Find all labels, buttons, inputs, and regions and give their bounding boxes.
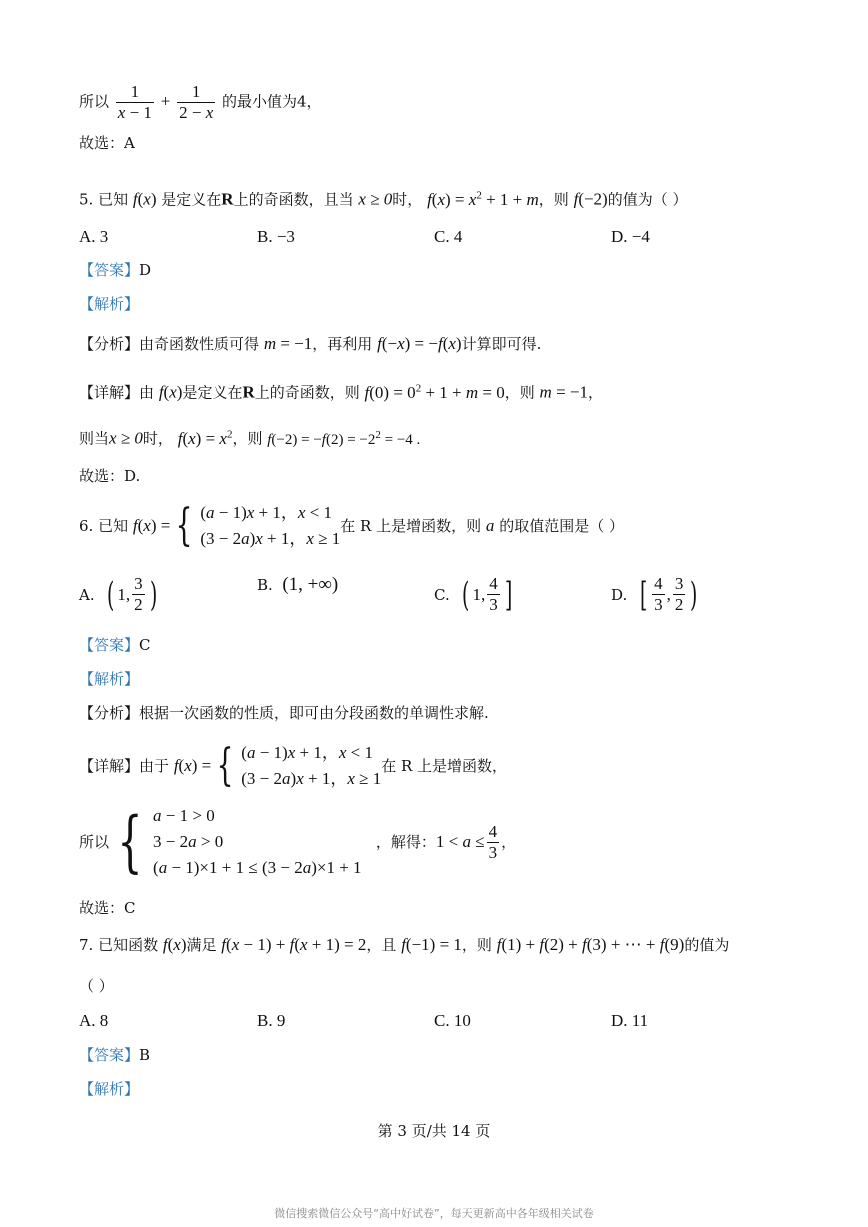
option-d: D. −4 (611, 227, 650, 246)
option-a: A. ( 1, $\frac{3}{2}$ ) (79, 574, 157, 615)
option-c: C. 4 (434, 227, 463, 246)
choice-line: 故选：C (79, 899, 136, 917)
detail-5: 【详解】由 f(x)是定义在R上的奇函数，则 $f(0) = 0^2 + 1 + m = 0$，则 m = −1， (79, 382, 604, 402)
question-7: 7. 已知函数 f(x)满足 f(x − 1) + f(x + 1) = 2，且 f(−1) = 1，则 f(1) + f(2) + f(3) + ⋯ + f(9)的值为 (79, 935, 730, 954)
detail-5b: 则当x ≥ 0时， $f(x) = x^2$，则 $f(-2) = -f(2) = -2^2 = -4$ . (79, 428, 421, 448)
analysis-5: 【分析】由奇函数性质可得 m = −1，再利用 f(−x) = −f(x)计算即可得. (79, 334, 542, 353)
text-line (79, 82, 322, 123)
answer-5: 【答案】D (79, 261, 152, 279)
option-d: D. [ $\frac{4}{3}$ , $\frac{3}{2}$ ) (611, 574, 698, 615)
answer-7: 【答案】B (79, 1046, 151, 1064)
option-a: A. 8 (79, 1011, 109, 1030)
page-number: 第 3 页/共 14 页 (377, 1122, 491, 1140)
detail-6b: 所以 { a − 1 > 0 3 − 2a > 0 (a − 1)×1 + 1 ≤ (3 − 2a)×1 + 1 ，解得： 1 < a ≤ $\frac{4}{3}$ ， (79, 803, 517, 880)
fraction: $\frac{1}{2 - x}$ (179, 82, 214, 122)
option-c: C. ( 1, $\frac{4}{3}$ ] (434, 574, 513, 615)
analysis-6: 【分析】根据一次函数的性质，即可由分段函数的单调性求解. (79, 704, 489, 722)
watermark-text: 微信搜索微信公众号“高中好试卷”，每天更新高中各年级相关试卷 (274, 1207, 594, 1220)
analysis-label: 【解析】 (79, 1080, 140, 1098)
question-5: 5. 已知 f(x) 是定义在R上的奇函数，且当 x ≥ 0时， $f(x) = x^2 + 1 + m$，则 f(−2)的值为（ ） (79, 189, 688, 209)
option-b: B. (1, +∞) (257, 574, 339, 595)
text: 的最小值为4， (222, 92, 322, 111)
question-7-bracket: （ ） (79, 977, 114, 995)
answer-6: 【答案】C (79, 636, 151, 654)
fraction: $\frac{1}{x - 1}$ (117, 82, 152, 122)
question-6: 6. 已知 f(x) = { (a − 1)x + 1，x < 1 (3 − 2a)x + 1，x ≥ 1 在 R 上是增函数，则 a 的取值范围是（ ） (79, 500, 624, 551)
detail-6: 【详解】 由于 f(x) = { (a − 1)x + 1，x < 1 (3 − 2a)x + 1，x ≥ 1 在 R 上是增函数， (79, 740, 508, 791)
analysis-label: 【解析】 (79, 295, 140, 313)
text: 所以 (79, 92, 110, 111)
choice-line: 故选：D. (79, 467, 141, 485)
analysis-label: 【解析】 (79, 670, 140, 688)
option-c: C. 10 (434, 1011, 471, 1030)
option-d: D. 11 (611, 1011, 649, 1030)
operator: + (160, 91, 171, 111)
option-b: B. −3 (257, 227, 295, 246)
option-a: A. 3 (79, 227, 109, 246)
choice-line: 故选：A (79, 134, 135, 152)
option-b: B. 9 (257, 1011, 286, 1030)
